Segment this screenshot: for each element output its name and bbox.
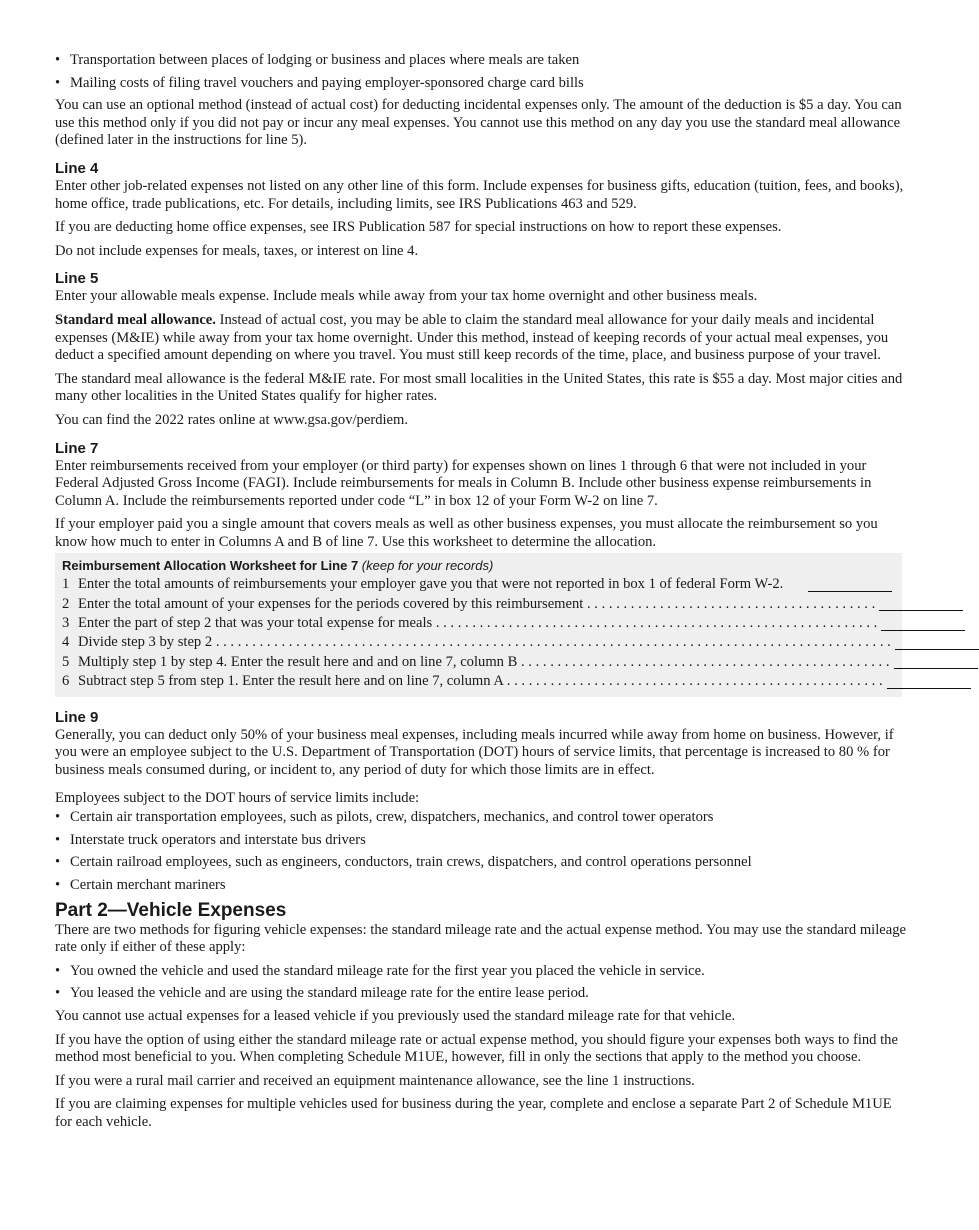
line9-paragraph: Generally, you can deduct only 50% of your business meal expenses, including meals incurred while away from home on business. However, if you were an employee subject to the U.S. Department of Transportation (DOT) hours of service limits, that percentage is increased to 80 % for business meals consumed during, or incident to, any period of duty for which those limits are in effect. bbox=[55, 726, 894, 778]
line7-heading: Line 7 bbox=[55, 439, 99, 457]
line5-paragraph: You can find the 2022 rates online at www.gsa.gov/perdiem. bbox=[55, 411, 409, 428]
part2-paragraph: You cannot use actual expenses for a leased vehicle if you previously used the standard mileage rate for that vehicle. bbox=[55, 1007, 736, 1024]
line7-paragraph: If your employer paid you a single amount that covers meals as well as other business expenses, you must allocate the reimbursement so you know how much to enter in Columns A and B of line 7. Use this worksheet to determine the allocation. bbox=[55, 516, 878, 550]
worksheet-entry-line[interactable] bbox=[879, 596, 963, 611]
dot-employee-bullet: • Certain merchant mariners bbox=[55, 876, 226, 893]
intro-bullet: • Mailing costs of filing travel vouchers and paying employer-sponsored charge card bills bbox=[55, 74, 584, 91]
intro-bullet: • Transportation between places of lodging or business and places where meals are taken bbox=[55, 52, 580, 68]
part2-paragraph: If you have the option of using either the standard mileage rate or actual expense method, you should figure your expenses both ways to find the method most beneficial to you. When completing Schedule M1UE, however, fill in only the sections that apply to the method you choose. bbox=[55, 1031, 898, 1066]
vehicle-bullet: • You owned the vehicle and used the standard mileage rate for the first year you placed the vehicle in service. bbox=[55, 962, 705, 979]
part2-paragraph: If you are claiming expenses for multiple vehicles used for business during the year, complete and enclose a separate Part 2 of Schedule M1UE for each vehicle. bbox=[55, 1096, 892, 1130]
line4-paragraph: Do not include expenses for meals, taxes, or interest on line 4. bbox=[55, 242, 419, 259]
worksheet-subtitle: (keep for your records) bbox=[361, 558, 494, 574]
worksheet-row: 3 Enter the part of step 2 that was your total expense for meals . . . . . . . . . . . . . . . . . . . . . . . . . . . . . . . . . . . . . . . . . . . . . . . . . . . . . . . . . . . . . bbox=[62, 613, 892, 632]
line7-paragraph: Enter reimbursements received from your employer (or third party) for expenses shown on lines 1 through 6 that were not included in your Federal Adjusted Gross Income (FAGI). Include reimbursements for meals in Column B. Include other business expense reimbursements in Column A. Include the reimbursements reported under code “L” in box 12 of your Form W-2 on line 7. bbox=[55, 457, 872, 509]
worksheet-row: 6 Subtract step 5 from step 1. Enter the result here and on line 7, column A . . . . . . . . . . . . . . . . . . . . . . . . . . . . . . . . . . . . . . . . . . . . . . . . . . . . bbox=[62, 671, 892, 690]
line4-heading: Line 4 bbox=[55, 159, 99, 177]
line5-paragraph: The standard meal allowance is the federal M&IE rate. For most small localities in the United States, this rate is $55 a day. Most major cities and many other localities in the United States qualify for higher rates. bbox=[55, 370, 903, 405]
worksheet-entry-line[interactable] bbox=[881, 616, 965, 631]
dot-employee-bullet: • Certain air transportation employees, such as pilots, crew, dispatchers, mechanics, and control tower operators bbox=[55, 809, 714, 826]
worksheet-row: 4 Divide step 3 by step 2 . . . . . . . . . . . . . . . . . . . . . . . . . . . . . . . . . . . . . . . . . . . . . . . . . . . . . . . . . . . . . . . . . . . . . . . . . . . . . . . . . . . . . . . . . . . . . bbox=[62, 633, 892, 652]
vehicle-bullet: • You leased the vehicle and are using the standard mileage rate for the entire lease period. bbox=[55, 985, 589, 1002]
line4-paragraph: Enter other job-related expenses not listed on any other line of this form. Include expenses for business gifts, education (tuition, fees, and books), home office, trade publications, etc. For details, including limits, see IRS Publications 463 and 529. bbox=[55, 177, 904, 212]
dot-employee-bullet: • Interstate truck operators and interstate bus drivers bbox=[55, 831, 366, 848]
dot-list-intro: Employees subject to the DOT hours of service limits include: bbox=[55, 789, 420, 806]
standard-meal-allowance-paragraph: Standard meal allowance. Instead of actual cost, you may be able to claim the standard meal allowance for your daily meals and incidental expenses (M&IE) while away from your tax home overnight. Under this method, instead of keeping records of your actual meal expenses, you deduct a specified amount depending on where you travel. You must still keep records of the time, place, and business purpose of your travel. bbox=[55, 311, 889, 364]
incidental-expenses-paragraph: You can use an optional method (instead of actual cost) for deducting incidental expenses only. The amount of the deduction is $5 a day. You can use this method only if you did not pay or incur any meal expenses. You cannot use this method on any day you use the standard meal allowance (defined later in the instructions for line 5). bbox=[55, 97, 902, 149]
line4-paragraph: If you are deducting home office expenses, see IRS Publication 587 for special instructions on how to report these expenses. bbox=[55, 219, 782, 236]
worksheet-title: Reimbursement Allocation Worksheet for Line 7 (keep for your records) bbox=[62, 558, 494, 574]
worksheet-row: 1 Enter the total amounts of reimbursements your employer gave you that were not reported in box 1 of federal Form W-2. bbox=[62, 574, 892, 593]
worksheet-entry-line[interactable] bbox=[808, 577, 892, 592]
worksheet-row: 2 Enter the total amount of your expenses for the periods covered by this reimbursement . . . . . . . . . . . . . . . . . . . . . . . . . . . . . . . . . . . . . . . . bbox=[62, 594, 892, 613]
line5-heading: Line 5 bbox=[55, 270, 99, 288]
line9-heading: Line 9 bbox=[55, 708, 99, 726]
line5-paragraph: Enter your allowable meals expense. Include meals while away from your tax home overnight and other business meals. bbox=[55, 288, 758, 305]
part2-intro: There are two methods for figuring vehicle expenses: the standard mileage rate and the actual expense method. You may use the standard mileage rate only if either of these apply: bbox=[55, 921, 907, 956]
worksheet-row: 5 Multiply step 1 by step 4. Enter the result here and and on line 7, column B . . . . . . . . . . . . . . . . . . . . . . . . . . . . . . . . . . . . . . . . . . . . . . . . . . . bbox=[62, 652, 892, 671]
worksheet-entry-line[interactable] bbox=[887, 674, 971, 689]
part2-heading: Part 2—Vehicle Expenses bbox=[55, 899, 287, 921]
part2-paragraph: If you were a rural mail carrier and received an equipment maintenance allowance, see the line 1 instructions. bbox=[55, 1072, 695, 1089]
dot-employee-bullet: • Certain railroad employees, such as engineers, conductors, train crews, dispatchers, and control operations personnel bbox=[55, 854, 752, 871]
standard-meal-allowance-label: Standard meal allowance. bbox=[55, 311, 216, 328]
worksheet-entry-line[interactable] bbox=[895, 635, 979, 650]
reimbursement-allocation-worksheet bbox=[55, 553, 902, 696]
worksheet-entry-line[interactable] bbox=[894, 654, 978, 669]
